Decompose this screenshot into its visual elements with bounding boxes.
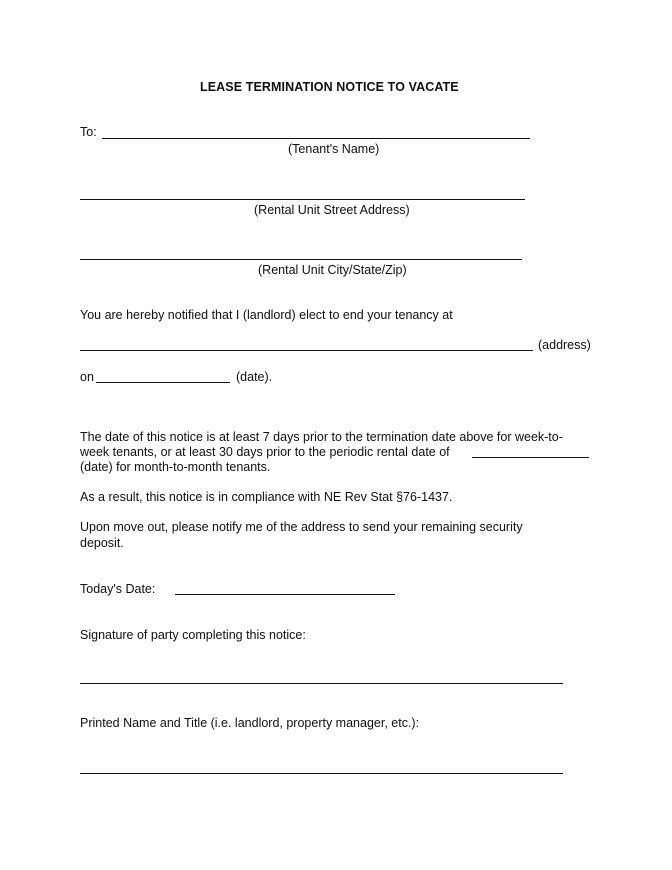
end-date-field[interactable] bbox=[96, 382, 230, 383]
to-label: To: bbox=[80, 125, 97, 139]
todays-date-label: Today's Date: bbox=[80, 582, 156, 596]
date-paragraph-line-1: The date of this notice is at least 7 days prior to the termination date above for week-to- bbox=[80, 430, 563, 444]
tenant-name-field[interactable] bbox=[102, 138, 530, 139]
street-address-caption: (Rental Unit Street Address) bbox=[254, 203, 410, 217]
printed-name-field[interactable] bbox=[80, 773, 563, 774]
street-address-field[interactable] bbox=[80, 199, 525, 200]
notice-text: You are hereby notified that I (landlord) elect to end your tenancy at bbox=[80, 308, 453, 322]
signature-label: Signature of party completing this notice: bbox=[80, 628, 306, 642]
date-paragraph-line-3: (date) for month-to-month tenants. bbox=[80, 460, 271, 474]
tenant-name-caption: (Tenant's Name) bbox=[288, 142, 380, 156]
periodic-rental-date-field[interactable] bbox=[472, 457, 589, 458]
city-state-zip-caption: (Rental Unit City/State/Zip) bbox=[258, 263, 407, 277]
signature-field[interactable] bbox=[80, 683, 563, 684]
document-title: LEASE TERMINATION NOTICE TO VACATE bbox=[200, 80, 459, 94]
tenancy-address-field[interactable] bbox=[80, 350, 533, 351]
moveout-line-2: deposit. bbox=[80, 536, 124, 550]
compliance-text: As a result, this notice is in compliance with NE Rev Stat §76-1437. bbox=[80, 490, 453, 504]
date-suffix: (date). bbox=[236, 370, 273, 384]
date-paragraph-line-2: week tenants, or at least 30 days prior to the periodic rental date of bbox=[80, 445, 450, 459]
city-state-zip-field[interactable] bbox=[80, 259, 522, 260]
todays-date-field[interactable] bbox=[175, 594, 395, 595]
address-suffix: (address) bbox=[538, 338, 591, 352]
on-label: on bbox=[80, 370, 94, 384]
moveout-line-1: Upon move out, please notify me of the address to send your remaining security bbox=[80, 520, 523, 534]
printed-name-label: Printed Name and Title (i.e. landlord, property manager, etc.): bbox=[80, 716, 420, 730]
